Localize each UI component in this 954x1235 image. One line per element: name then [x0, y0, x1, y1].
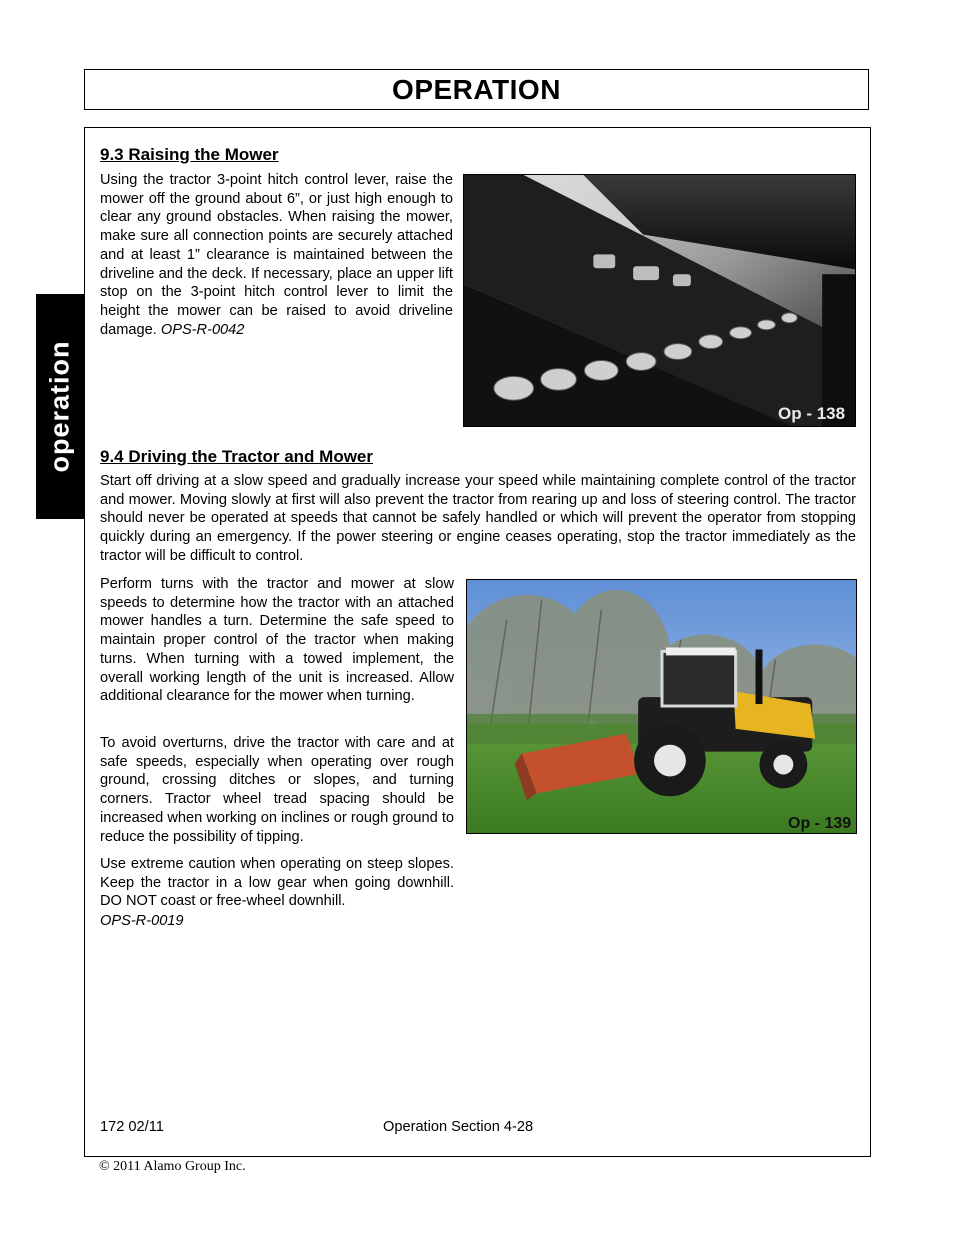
side-tab [36, 294, 84, 519]
header-box [84, 69, 869, 110]
footer-page-number: 172 02/11 [100, 1119, 164, 1135]
section-title-raising-mower: 9.3 Raising the Mower [100, 145, 279, 164]
paragraph-slopes: Use extreme caution when operating on steep slopes. Keep the tractor in a low gear when going downhill. DO NOT coast or free-wheel downhill. [100, 856, 454, 910]
copyright: © 2011 Alamo Group Inc. [99, 1159, 246, 1174]
paragraph-turns: Perform turns with the tractor and mower at slow speeds to determine how the tractor with an attached mower handles a turn. Determine the safe speed to maintain proper control of the tractor when making turns. When turning with a towed implement, the overall working length of the unit is increased. Allow additional clearance for the mower when turning. [100, 576, 454, 705]
paragraph-driving-intro: Start off driving at a slow speed and gradually increase your speed while maintaining complete control of the tractor and mower. Moving slowly at first will also prevent the tractor from rearing up and loss of steering control. The tractor should never be operated at speeds that cannot be safely handled or which will prevent the operator from stopping quickly during an emergency. If the power steering or engine ceases operating, stop the tractor immediately as the tractor will be difficult to control. [100, 473, 856, 564]
figure-label-op138: Op - 138 [778, 404, 846, 423]
reference-code: OPS-R-0042 [160, 321, 245, 338]
page-title: OPERATION [392, 73, 561, 105]
reference-code-019: OPS-R-0019 [100, 913, 184, 929]
paragraph-raising-mower-text: Using the tractor 3-point hitch control lever, raise the mower off the ground about 6”, or just high enough to clear any ground obstacles. When raising the mower, make sure all connection points are securely attached and at least 1” clearance is maintained between the driveline and the deck. If necessary, place an upper lift stop on the 3-point hitch control lever to limit the height the mower can be raised to avoid driveline damage. [100, 172, 453, 338]
paragraph-overturns: To avoid overturns, drive the tractor with care and at safe speeds, especially when operating over rough ground, crossing ditches or slopes, and turning corners. Tractor wheel tread spacing should be increased when working on inclines or rough ground to reduce the possibility of tipping. [100, 735, 454, 845]
section-title-driving-tractor: 9.4 Driving the Tractor and Mower [100, 447, 374, 466]
paragraph-raising-mower [100, 171, 453, 339]
tractor-mower-photo [466, 579, 857, 834]
driveline-photo [463, 174, 856, 427]
tractor-mower-photo-image [467, 580, 856, 833]
figure-label-op139: Op - 139 [788, 815, 852, 832]
side-tab-label: operation [44, 340, 75, 473]
footer-section-label: Operation Section 4-28 [383, 1119, 534, 1135]
driveline-photo-image [464, 175, 855, 426]
